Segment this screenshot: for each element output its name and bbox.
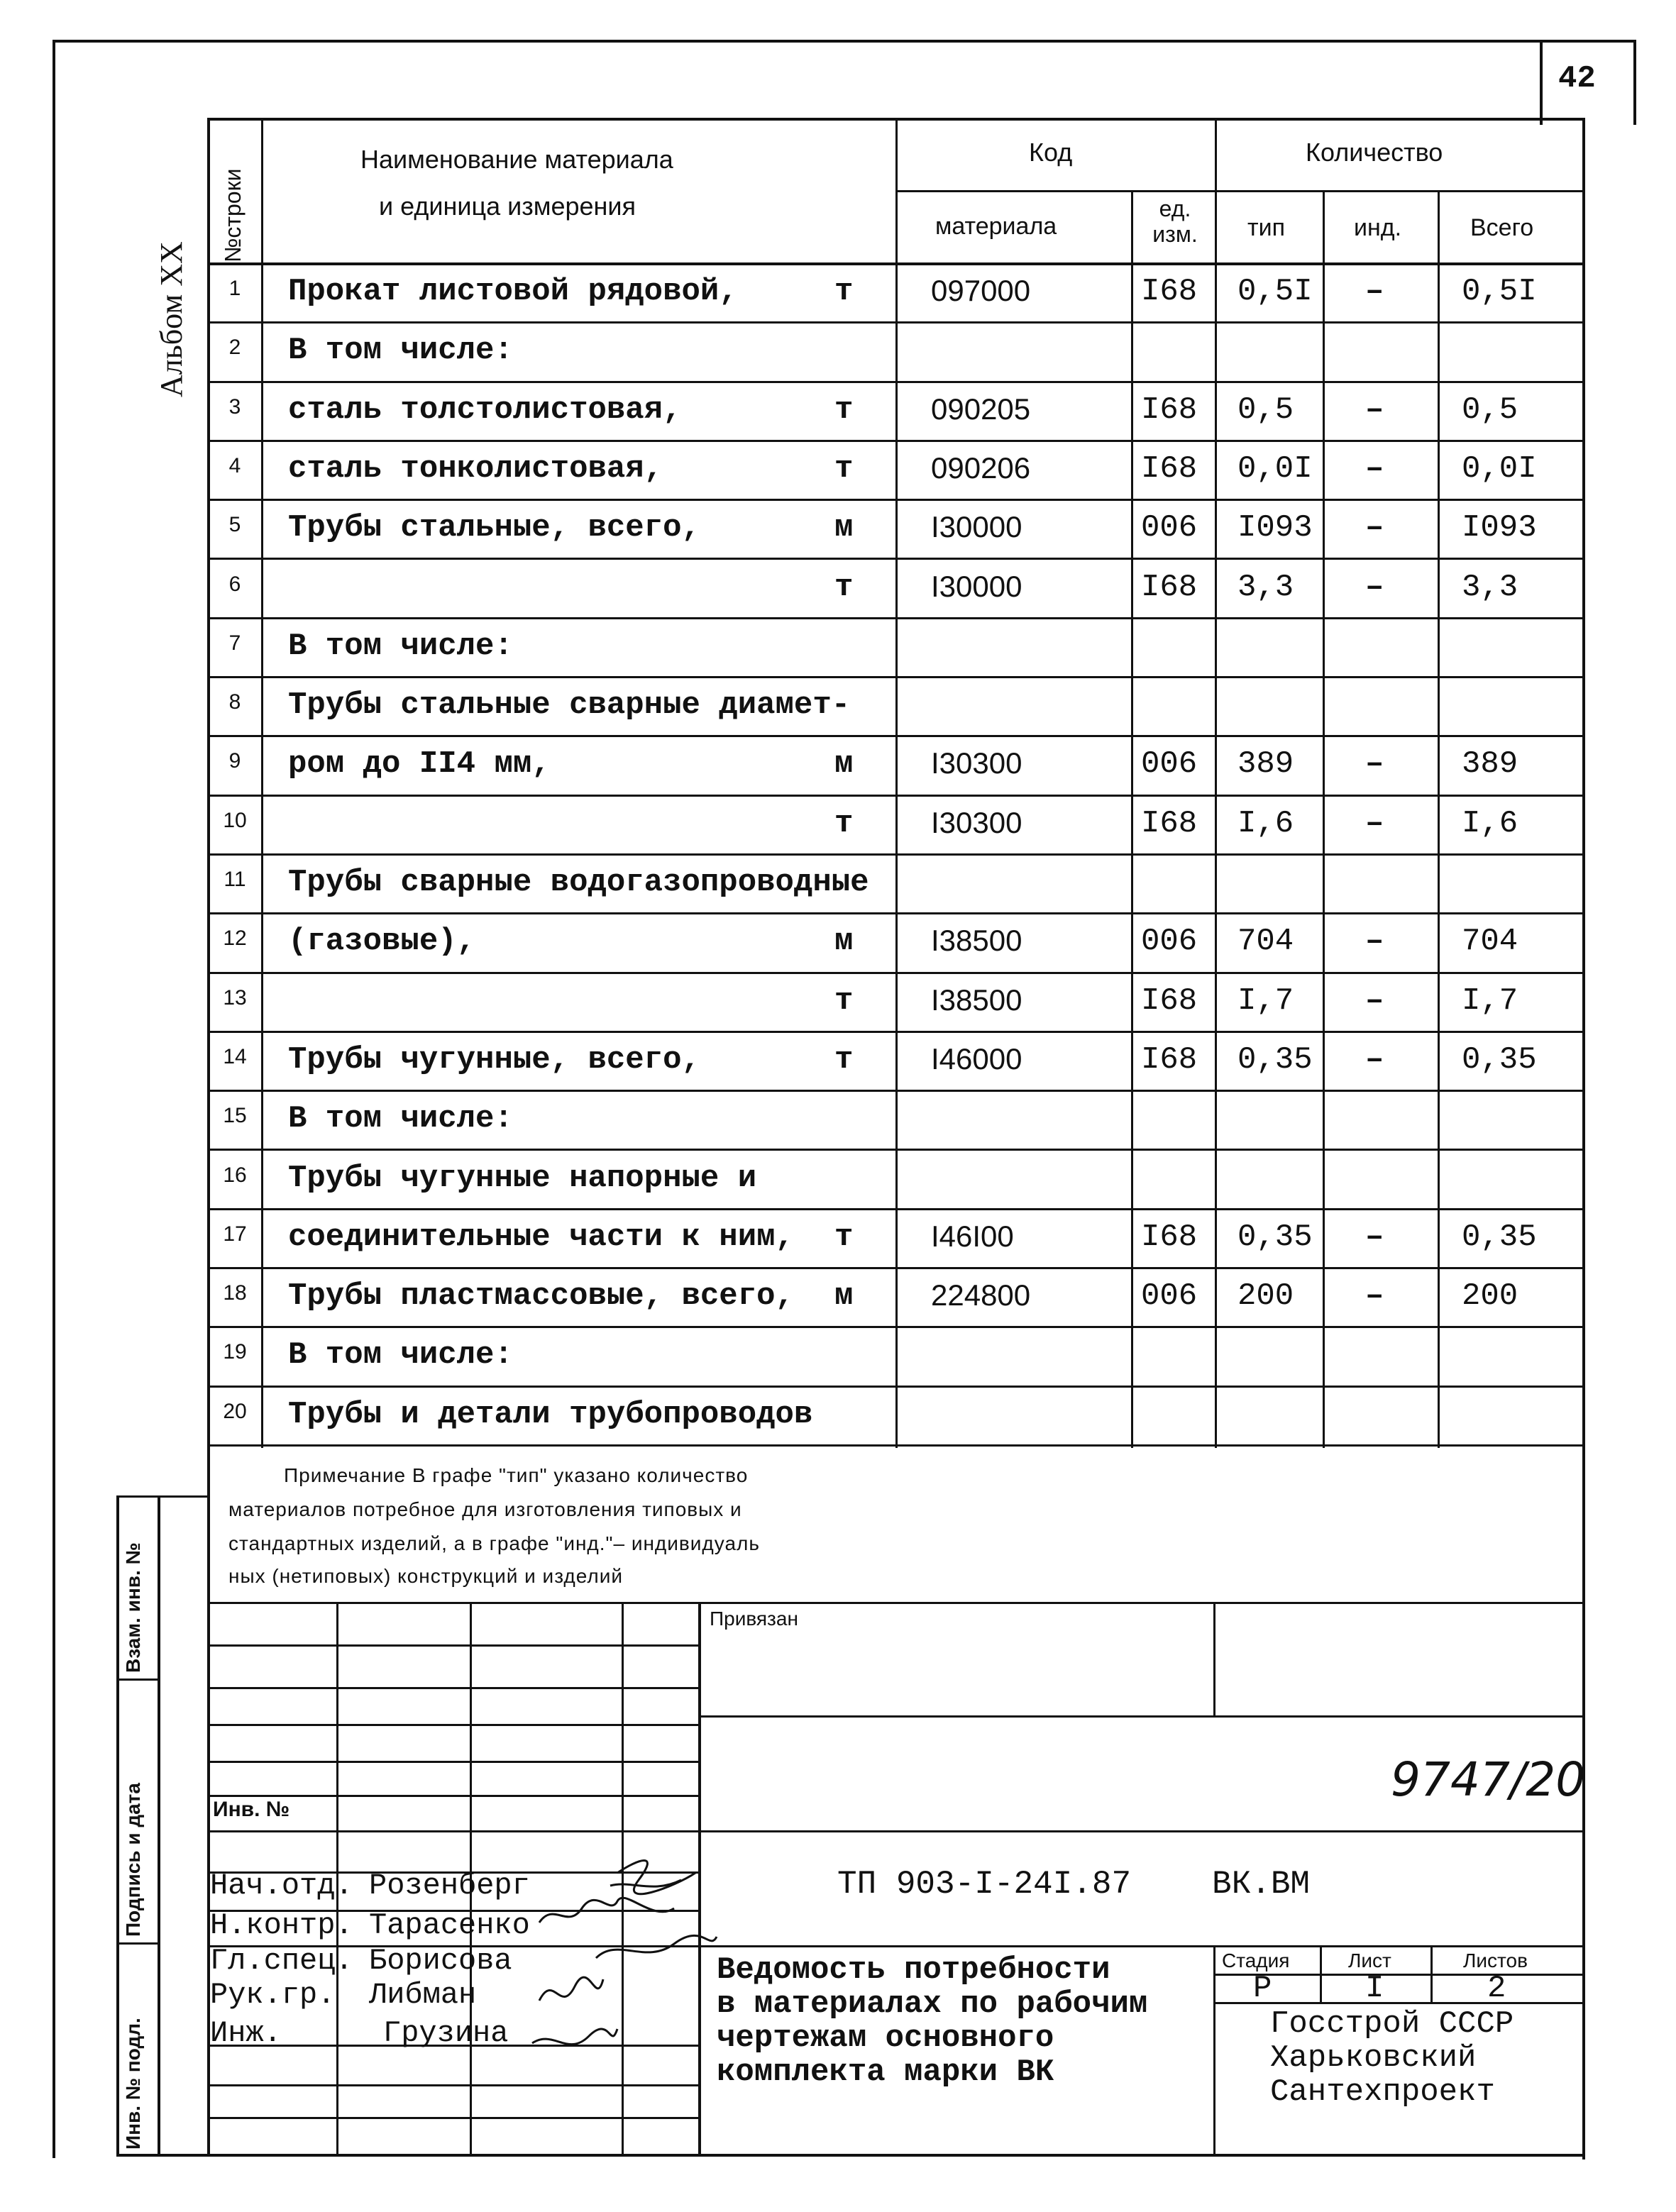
staff-role: Рук.гр. xyxy=(210,1978,336,2012)
unit: м xyxy=(834,1278,854,1315)
staff-role: Инж. xyxy=(210,2016,282,2050)
unit-code: I68 xyxy=(1141,1219,1198,1255)
qty-ind: – xyxy=(1365,805,1384,841)
row-number: 13 xyxy=(223,985,247,1010)
note-line1: Примечание В графе "тип" указано количество xyxy=(284,1464,749,1486)
qty-type: 0,35 xyxy=(1237,1219,1313,1255)
material-code: I38500 xyxy=(931,924,1022,958)
doc-title-line4: комплекта марки ВК xyxy=(717,2055,1054,2090)
qty-total: I093 xyxy=(1462,510,1537,546)
sheet-value: I xyxy=(1365,1971,1384,2006)
material-name: ром до II4 мм, xyxy=(288,746,551,783)
sheet-label: Лист xyxy=(1348,1950,1391,1972)
qty-type: 0,0I xyxy=(1237,450,1313,487)
material-code: 090205 xyxy=(931,392,1031,426)
staff-role: Н.контр. xyxy=(210,1908,353,1942)
unit: м xyxy=(834,746,854,783)
org-line3: Сантехпроект xyxy=(1270,2074,1495,2110)
qty-type: 389 xyxy=(1237,746,1294,783)
qty-type: 704 xyxy=(1237,924,1294,960)
doc-mark: ВК.ВМ xyxy=(1212,1866,1311,1903)
table-row xyxy=(0,736,1676,795)
qty-total: 0,5 xyxy=(1462,392,1518,428)
material-code: I30300 xyxy=(931,805,1022,839)
row-number: 19 xyxy=(223,1340,247,1364)
material-code: I30000 xyxy=(931,510,1022,544)
side-label-podpis: Подпись и дата xyxy=(122,1783,144,1937)
table-row xyxy=(0,855,1676,914)
signature-gruzina xyxy=(532,2029,617,2045)
material-code: I46I00 xyxy=(931,1219,1014,1253)
table-row xyxy=(0,796,1676,855)
stage-value: Р xyxy=(1253,1971,1272,2006)
table-row xyxy=(0,382,1676,441)
material-name: Трубы сварные водогазопроводные xyxy=(288,865,869,900)
staff-role: Нач.отд. xyxy=(210,1869,353,1903)
qty-type: I,7 xyxy=(1237,983,1294,1019)
unit-code: 006 xyxy=(1141,746,1198,783)
qty-type: 3,3 xyxy=(1237,569,1294,605)
signature-tarasenko xyxy=(539,1898,674,1923)
header-name-line2: и единица измерения xyxy=(379,192,636,221)
material-code: 090206 xyxy=(931,450,1031,485)
qty-type: I,6 xyxy=(1237,805,1294,841)
unit: т xyxy=(834,274,854,309)
material-name: Трубы стальные, всего, xyxy=(288,510,700,546)
qty-type: 0,5I xyxy=(1237,274,1313,309)
qty-ind: – xyxy=(1365,450,1384,487)
row-number: 11 xyxy=(224,868,246,891)
material-code: 224800 xyxy=(931,1278,1031,1312)
staff-name: Борисова xyxy=(369,1944,512,1978)
row-number: 14 xyxy=(223,1044,247,1068)
material-name: Трубы чугунные, всего, xyxy=(288,1041,700,1078)
header-code: Код xyxy=(1029,138,1073,167)
unit: т xyxy=(834,1041,854,1078)
material-name: соединительные части к ним, xyxy=(288,1219,794,1255)
unit: т xyxy=(834,805,854,841)
material-code: 097000 xyxy=(931,274,1031,307)
handwritten-number: 9747/20 xyxy=(1391,1752,1586,1807)
table-row xyxy=(0,1210,1676,1268)
table-row xyxy=(0,1091,1676,1150)
qty-total: 200 xyxy=(1462,1278,1518,1315)
row-number: 1 xyxy=(228,277,241,300)
row-number: 17 xyxy=(223,1222,247,1246)
table-row xyxy=(0,1327,1676,1386)
material-name: В том числе: xyxy=(288,1337,513,1373)
material-code: I46000 xyxy=(931,1041,1022,1075)
qty-type: I093 xyxy=(1237,510,1313,546)
material-name: Трубы и детали трубопроводов xyxy=(288,1396,813,1432)
table-row xyxy=(0,441,1676,500)
qty-ind: – xyxy=(1365,274,1384,309)
qty-total: I,7 xyxy=(1462,983,1518,1019)
qty-type: 0,5 xyxy=(1237,392,1294,428)
qty-total: 0,35 xyxy=(1462,1219,1537,1255)
unit-code: 006 xyxy=(1141,510,1198,546)
page-number: 42 xyxy=(1558,61,1596,96)
qty-ind: – xyxy=(1365,746,1384,783)
org-line1: Госстрой СССР xyxy=(1270,2006,1514,2042)
row-number: 8 xyxy=(228,690,241,714)
unit-code: 006 xyxy=(1141,1278,1198,1315)
table-row xyxy=(0,1032,1676,1091)
unit: м xyxy=(834,924,854,960)
qty-total: 0,0I xyxy=(1462,450,1537,487)
qty-ind: – xyxy=(1365,392,1384,428)
unit: т xyxy=(834,983,854,1019)
staff-role: Гл.спец. xyxy=(210,1944,353,1978)
privyazan-label: Привязан xyxy=(710,1608,798,1630)
org-line2: Харьковский xyxy=(1270,2040,1477,2076)
page-num-box-left xyxy=(1540,40,1543,125)
table-row xyxy=(0,323,1676,382)
material-name: Трубы пластмассовые, всего, xyxy=(288,1278,794,1315)
qty-total: 704 xyxy=(1462,924,1518,960)
material-name: (газовые), xyxy=(288,924,476,960)
outer-frame-right xyxy=(1633,40,1636,125)
qty-ind: – xyxy=(1365,1219,1384,1255)
material-name: Прокат листовой рядовой, xyxy=(288,274,738,309)
qty-ind: – xyxy=(1365,510,1384,546)
doc-code: ТП 903-I-24I.87 xyxy=(837,1866,1132,1903)
table-row xyxy=(0,1387,1676,1446)
qty-type: 0,35 xyxy=(1237,1041,1313,1078)
qty-ind: – xyxy=(1365,924,1384,960)
unit-code: I68 xyxy=(1141,392,1198,428)
material-name: сталь толстолистовая, xyxy=(288,392,682,428)
row-number: 12 xyxy=(223,927,247,951)
row-number: 15 xyxy=(223,1104,247,1128)
row-number: 4 xyxy=(228,453,241,477)
unit-code: I68 xyxy=(1141,1041,1198,1078)
side-label-vzam: Взам. инв. № xyxy=(122,1542,144,1673)
qty-ind: – xyxy=(1365,1041,1384,1078)
row-number: 18 xyxy=(223,1281,247,1305)
signature-libman xyxy=(539,1977,603,2001)
qty-total: 389 xyxy=(1462,746,1518,783)
header-material: материала xyxy=(935,213,1057,240)
row-number: 5 xyxy=(228,513,241,537)
unit-code: I68 xyxy=(1141,450,1198,487)
qty-ind: – xyxy=(1365,569,1384,605)
header-row-no: №строки xyxy=(220,168,246,262)
sheets-label: Листов xyxy=(1463,1950,1528,1972)
table-row xyxy=(0,678,1676,736)
table-row xyxy=(0,500,1676,559)
table-row xyxy=(0,973,1676,1032)
header-quantity: Количество xyxy=(1306,138,1443,167)
stage-label: Стадия xyxy=(1222,1950,1290,1972)
material-name: Трубы чугунные напорные и xyxy=(288,1160,757,1196)
material-code: I38500 xyxy=(931,983,1022,1017)
note-line3: стандартных изделий, а в графе "инд."– индивидуаль xyxy=(228,1532,760,1554)
row-number: 6 xyxy=(228,572,241,596)
row-number: 9 xyxy=(228,749,241,773)
material-name: В том числе: xyxy=(288,628,513,664)
sheets-value: 2 xyxy=(1487,1971,1506,2006)
outer-frame-top xyxy=(53,40,1636,43)
unit: т xyxy=(834,450,854,487)
header-unit-code: ед. изм. xyxy=(1152,196,1198,247)
unit-code: I68 xyxy=(1141,569,1198,605)
table-row xyxy=(0,914,1676,973)
signature-rozenberg xyxy=(617,1861,695,1894)
doc-title-line2: в материалах по рабочим xyxy=(717,1986,1148,2022)
staff-name: Грузина xyxy=(383,2016,509,2050)
table-row xyxy=(0,1268,1676,1327)
signature-borisova xyxy=(596,1935,717,1958)
qty-total: 0,5I xyxy=(1462,274,1537,309)
qty-ind: – xyxy=(1365,1278,1384,1315)
table-row xyxy=(0,619,1676,678)
table-row xyxy=(0,560,1676,619)
signature-scribbles xyxy=(511,1830,724,2128)
unit: т xyxy=(834,1219,854,1255)
table-row xyxy=(0,264,1676,323)
row-number: 20 xyxy=(223,1399,247,1423)
material-code: I30000 xyxy=(931,569,1022,603)
qty-total: 0,35 xyxy=(1462,1041,1537,1078)
unit: т xyxy=(834,569,854,605)
header-total: Всего xyxy=(1470,214,1534,241)
row-number: 16 xyxy=(223,1163,247,1187)
material-name: сталь тонколистовая, xyxy=(288,450,663,487)
row-number: 2 xyxy=(228,336,241,360)
material-name: В том числе: xyxy=(288,1101,513,1137)
table-row xyxy=(0,1151,1676,1210)
qty-total: I,6 xyxy=(1462,805,1518,841)
unit-code: I68 xyxy=(1141,274,1198,309)
staff-name: Либман xyxy=(369,1978,477,2012)
note-line4: ных (нетиповых) конструкций и изделий xyxy=(228,1565,624,1587)
material-name: Трубы стальные сварные диамет- xyxy=(288,687,851,724)
doc-title-line1: Ведомость потребности xyxy=(717,1952,1110,1988)
staff-name: Розенберг xyxy=(369,1869,530,1903)
material-name: В том числе: xyxy=(288,333,513,369)
qty-total: 3,3 xyxy=(1462,569,1518,605)
row-number: 7 xyxy=(228,631,241,655)
row-number: 3 xyxy=(228,394,241,419)
unit-code: I68 xyxy=(1141,805,1198,841)
header-ind: инд. xyxy=(1354,214,1402,241)
staff-name: Тарасенко xyxy=(369,1908,530,1942)
row-number: 10 xyxy=(223,808,247,832)
header-name-line1: Наименование материала xyxy=(360,145,673,174)
side-label-inv: Инв. № подл. xyxy=(122,2018,144,2150)
album-label: Альбом XX xyxy=(154,241,189,397)
note-line2: материалов потребное для изготовления типовых и xyxy=(228,1498,742,1520)
qty-ind: – xyxy=(1365,983,1384,1019)
inv-no-label: Инв. № xyxy=(213,1798,290,1821)
unit: м xyxy=(834,510,854,546)
unit-code: 006 xyxy=(1141,924,1198,960)
header-type: тип xyxy=(1247,214,1285,241)
unit-code: I68 xyxy=(1141,983,1198,1019)
doc-title-line3: чертежам основного xyxy=(717,2020,1054,2056)
material-code: I30300 xyxy=(931,746,1022,780)
unit: т xyxy=(834,392,854,428)
qty-type: 200 xyxy=(1237,1278,1294,1315)
